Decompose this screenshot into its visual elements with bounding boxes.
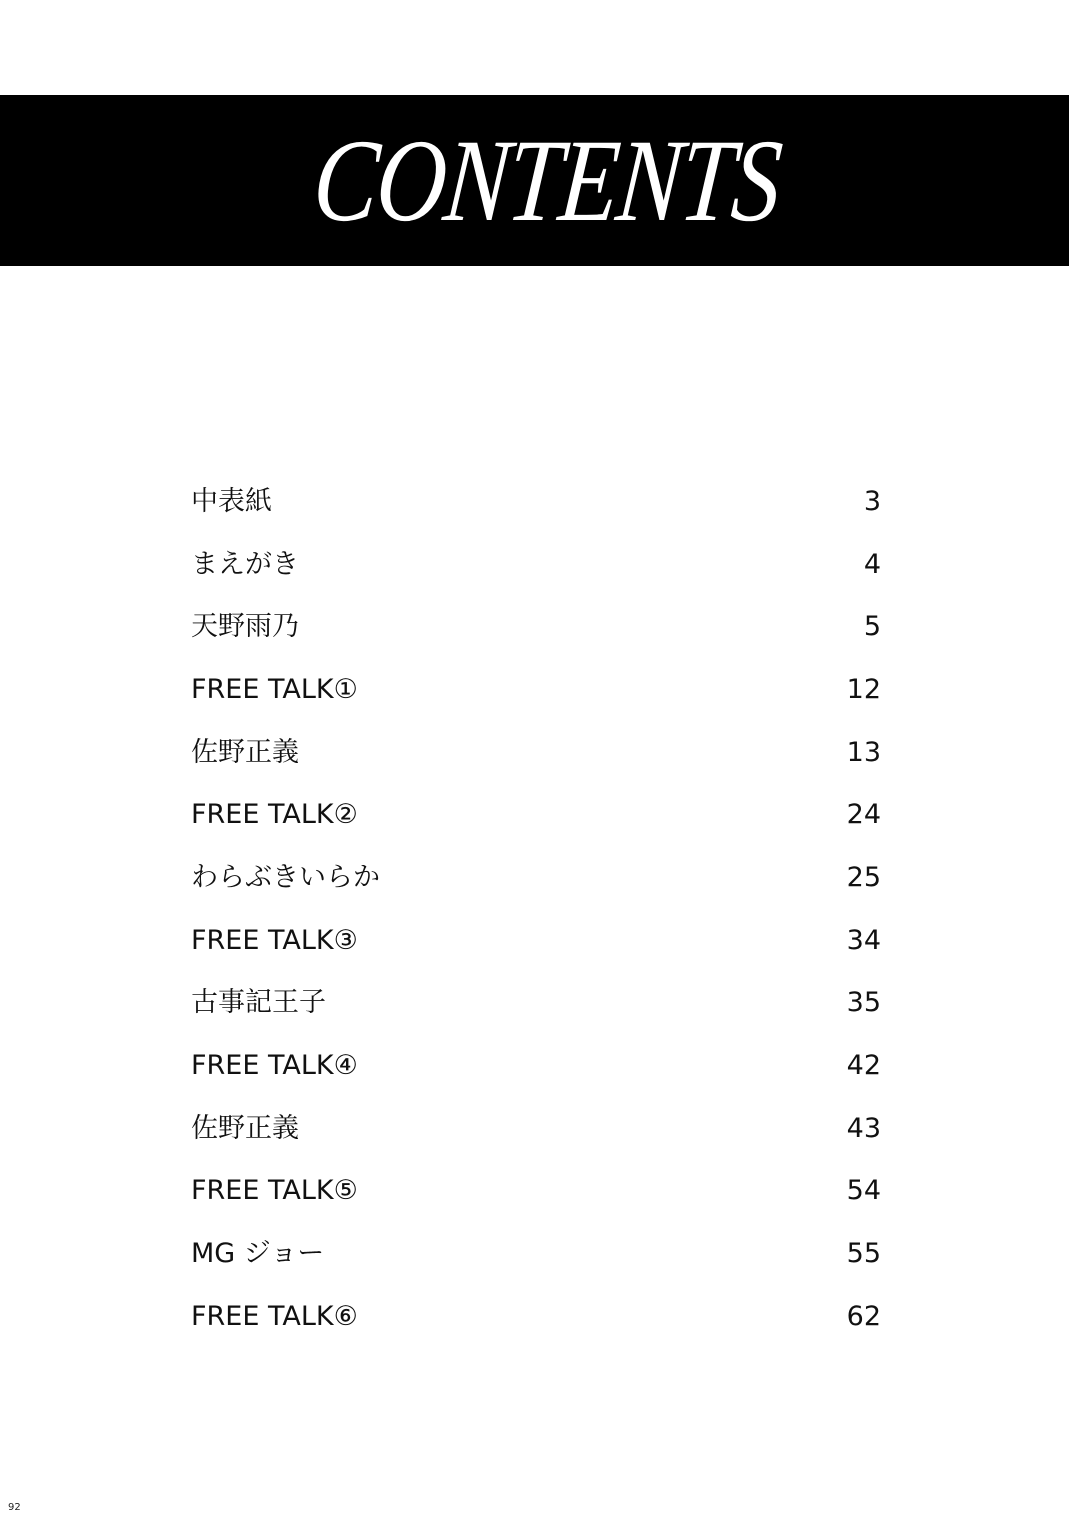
toc-row[interactable] xyxy=(191,972,881,1035)
toc-label: MG ジョー xyxy=(191,1238,325,1270)
toc-label: 天野雨乃 xyxy=(191,611,299,643)
header-band xyxy=(0,95,1069,266)
toc-label: FREE TALK② xyxy=(191,799,358,831)
toc-label: わらぶきいらか xyxy=(191,861,380,893)
toc-page-number: 4 xyxy=(863,548,881,580)
folio-page-number: 92 xyxy=(8,1502,21,1513)
toc-row[interactable] xyxy=(191,1097,881,1160)
toc-label: FREE TALK⑤ xyxy=(191,1175,358,1207)
toc-row[interactable] xyxy=(191,1034,881,1097)
toc-page-number: 62 xyxy=(846,1300,881,1332)
toc-page-number: 54 xyxy=(846,1175,881,1207)
toc-page-number: 3 xyxy=(863,485,881,517)
toc-page-number: 55 xyxy=(846,1238,881,1270)
toc-label: 佐野正義 xyxy=(191,1112,299,1144)
toc-row[interactable] xyxy=(191,909,881,972)
toc-label: FREE TALK③ xyxy=(191,924,358,956)
toc-label: 佐野正義 xyxy=(191,736,299,768)
toc-label: FREE TALK① xyxy=(191,673,358,705)
toc-row[interactable] xyxy=(191,846,881,909)
toc-row[interactable] xyxy=(191,1285,881,1348)
toc-row[interactable] xyxy=(191,658,881,721)
toc-page-number: 24 xyxy=(846,799,881,831)
toc-page-number: 43 xyxy=(846,1112,881,1144)
table-of-contents xyxy=(191,470,881,1348)
toc-row[interactable] xyxy=(191,1160,881,1223)
toc-label: FREE TALK⑥ xyxy=(191,1300,358,1332)
page-title: CONTENTS xyxy=(308,114,786,246)
toc-page-number: 34 xyxy=(846,924,881,956)
toc-row[interactable] xyxy=(191,1222,881,1285)
toc-row[interactable] xyxy=(191,470,881,533)
toc-label: FREE TALK④ xyxy=(191,1050,358,1082)
toc-row[interactable] xyxy=(191,595,881,658)
toc-page-number: 42 xyxy=(846,1050,881,1082)
toc-label: 中表紙 xyxy=(191,485,272,517)
toc-page-number: 35 xyxy=(846,987,881,1019)
toc-page-number: 13 xyxy=(846,736,881,768)
toc-row[interactable] xyxy=(191,533,881,596)
toc-page-number: 25 xyxy=(846,861,881,893)
toc-page-number: 5 xyxy=(863,611,881,643)
toc-page-number: 12 xyxy=(846,673,881,705)
toc-label: まえがき xyxy=(191,548,299,580)
toc-label: 古事記王子 xyxy=(191,987,326,1019)
toc-row[interactable] xyxy=(191,783,881,846)
toc-row[interactable] xyxy=(191,721,881,784)
